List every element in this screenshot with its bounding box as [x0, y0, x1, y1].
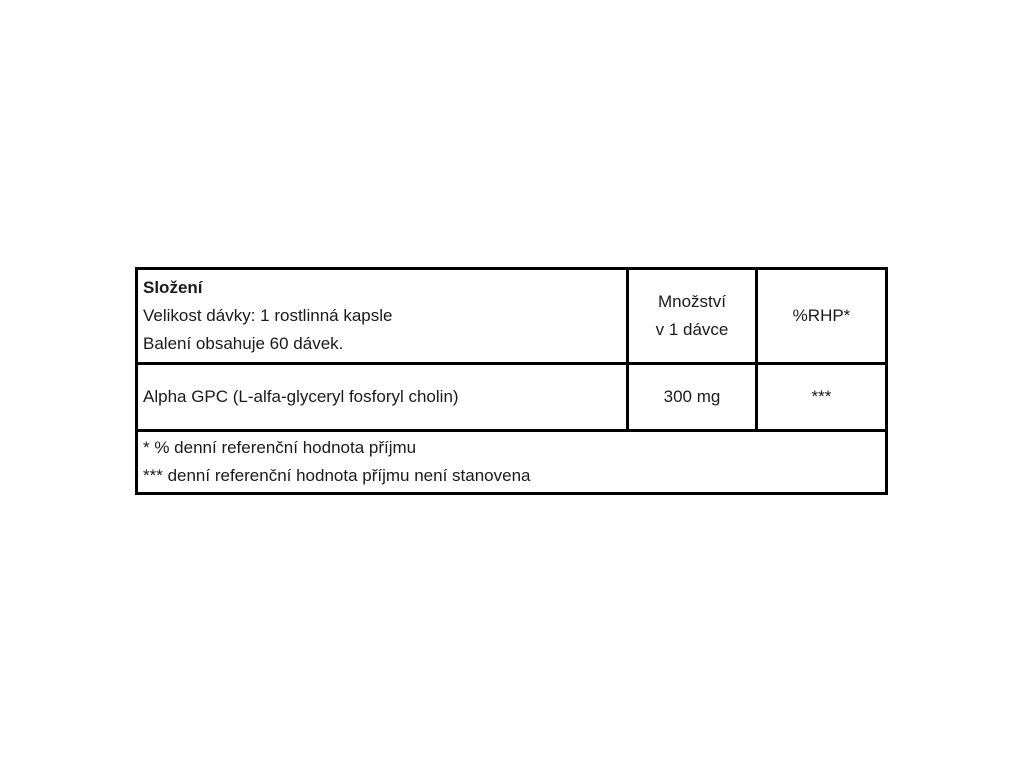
footnote-rhp: * % denní referenční hodnota příjmu [143, 438, 417, 457]
amount-cell [627, 364, 756, 431]
amount-header-line2: v 1 dávce [655, 320, 729, 339]
table-header-row [137, 269, 887, 364]
footnotes-cell [137, 431, 887, 494]
ingredient-name: Alpha GPC (L-alfa-glyceryl fosforyl cholin) [143, 387, 459, 406]
serving-size-text: Velikost dávky: 1 rostlinná kapsle [143, 306, 393, 325]
ingredient-cell [137, 364, 628, 431]
amount-header-line1: Množství [657, 292, 726, 311]
rhp-header-cell [756, 269, 886, 364]
footnotes-row [137, 431, 887, 494]
composition-table [135, 267, 888, 495]
rhp-header-label: %RHP* [792, 306, 851, 325]
table-row [137, 364, 887, 431]
amount-header-cell [627, 269, 756, 364]
rhp-cell [756, 364, 886, 431]
composition-header-cell [137, 269, 628, 364]
composition-title: Složení [143, 278, 203, 297]
ingredient-rhp: *** [811, 387, 832, 406]
servings-per-pack-text: Balení obsahuje 60 dávek. [143, 334, 344, 353]
footnote-not-set: *** denní referenční hodnota příjmu není stanovena [143, 466, 531, 485]
ingredient-amount: 300 mg [663, 387, 721, 406]
